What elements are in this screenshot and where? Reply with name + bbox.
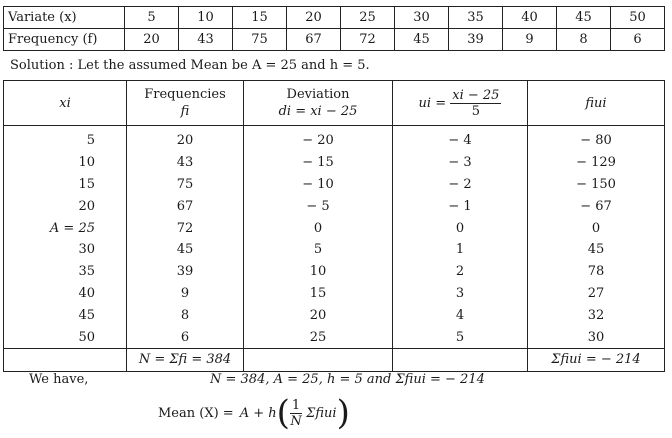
header-fiui [528, 81, 665, 126]
table-row [4, 239, 665, 261]
header-ui [393, 81, 528, 126]
total-empty-cell [244, 348, 393, 371]
cell-x [4, 217, 127, 239]
total-fiui [528, 348, 665, 371]
cell-u: 4 [393, 304, 528, 326]
cell-d: 15 [244, 283, 393, 305]
header-deviation-formula: di = xi − 25 [278, 104, 358, 119]
variate-cell: 30 [395, 7, 449, 29]
variate-row [4, 7, 665, 29]
cell-fu: 32 [528, 304, 665, 326]
table-row [4, 283, 665, 305]
cell-d: − 5 [244, 195, 393, 217]
cell-d: 20 [244, 304, 393, 326]
cell-u: − 2 [393, 174, 528, 196]
cell-u: 0 [393, 217, 528, 239]
frequency-cell: 6 [611, 29, 665, 51]
total-fiui-text: Σfiui = − 214 [551, 352, 641, 368]
variate-cell: 50 [611, 7, 665, 29]
header-deviation [244, 81, 393, 126]
header-frequencies [127, 81, 244, 126]
mean-lhs: Mean (X) = [158, 405, 234, 421]
cell-x-value: 5 [86, 133, 95, 149]
table-row [4, 195, 665, 217]
cell-x-value: 50 [78, 329, 95, 345]
cell-fu: − 67 [528, 195, 665, 217]
cell-u: 5 [393, 326, 528, 348]
variate-cell: 40 [503, 7, 557, 29]
table-row [4, 126, 665, 152]
header-xi [4, 81, 127, 126]
cell-f: 6 [127, 326, 244, 348]
cell-x-value: 35 [78, 264, 95, 280]
frequency-cell: 8 [557, 29, 611, 51]
given-values-text: N = 384, A = 25, h = 5 and Σfiui = − 214 [210, 372, 485, 387]
cell-u: 1 [393, 239, 528, 261]
cell-fu: 0 [528, 217, 665, 239]
calculation-header-row [4, 81, 665, 126]
frequency-row [4, 29, 665, 51]
cell-x-value: 30 [78, 242, 95, 258]
cell-x [4, 304, 127, 326]
mean-formula [158, 393, 350, 433]
cell-fu: 30 [528, 326, 665, 348]
frequency-cell: 43 [179, 29, 233, 51]
header-ui-fraction [450, 88, 501, 119]
cell-fu: 78 [528, 261, 665, 283]
table-row [4, 326, 665, 348]
mean-rhs-suffix: Σfiui [306, 405, 337, 421]
cell-f: 43 [127, 152, 244, 174]
variate-cell: 45 [557, 7, 611, 29]
cell-x-value: A = 25 [49, 220, 95, 236]
frequency-cell: 39 [449, 29, 503, 51]
totals-row [4, 348, 665, 371]
cell-x [4, 174, 127, 196]
total-frequency [127, 348, 244, 371]
header-ui-denominator: 5 [471, 103, 480, 119]
header-fi-symbol: fi [180, 104, 190, 119]
cell-x [4, 126, 127, 152]
cell-fu: 45 [528, 239, 665, 261]
variate-cell: 5 [125, 7, 179, 29]
cell-f: 20 [127, 126, 244, 152]
table-row [4, 217, 665, 239]
frequency-cell: 45 [395, 29, 449, 51]
header-xi-text: xi [59, 95, 71, 111]
variate-row-label: Variate (x) [4, 7, 125, 29]
cell-f: 39 [127, 261, 244, 283]
frequency-row-label: Frequency (f) [4, 29, 125, 51]
total-empty-cell [4, 348, 127, 371]
right-paren: ) [336, 393, 350, 433]
frequency-cell: 67 [287, 29, 341, 51]
variate-cell: 20 [287, 7, 341, 29]
cell-d: 25 [244, 326, 393, 348]
cell-f: 9 [127, 283, 244, 305]
cell-d: 0 [244, 217, 393, 239]
cell-u: 3 [393, 283, 528, 305]
frequency-cell: 75 [233, 29, 287, 51]
cell-x [4, 283, 127, 305]
header-ui-lhs: ui = [418, 95, 447, 111]
cell-x-value: 40 [78, 285, 95, 301]
table-row [4, 152, 665, 174]
header-ui-numerator: xi − 25 [452, 87, 500, 103]
variate-cell: 15 [233, 7, 287, 29]
cell-fu: − 129 [528, 152, 665, 174]
cell-d: − 15 [244, 152, 393, 174]
cell-x [4, 261, 127, 283]
frequency-distribution-table [3, 6, 665, 51]
given-values [210, 372, 485, 387]
cell-f: 8 [127, 304, 244, 326]
frequency-cell: 20 [125, 29, 179, 51]
header-frequencies-label: Frequencies [144, 87, 226, 102]
cell-fu: − 80 [528, 126, 665, 152]
variate-cell: 35 [449, 7, 503, 29]
cell-x [4, 239, 127, 261]
cell-x [4, 195, 127, 217]
mean-rhs-prefix: A + h [239, 405, 277, 421]
cell-fu: − 150 [528, 174, 665, 196]
cell-d: 5 [244, 239, 393, 261]
cell-f: 72 [127, 217, 244, 239]
frequency-cell: 9 [503, 29, 557, 51]
table-row [4, 261, 665, 283]
cell-d: − 20 [244, 126, 393, 152]
cell-u: 2 [393, 261, 528, 283]
header-fiui-text: fiui [585, 95, 607, 111]
we-have-text: We have, [29, 372, 89, 387]
variate-cell: 25 [341, 7, 395, 29]
header-deviation-label: Deviation [286, 87, 350, 102]
cell-x-value: 20 [78, 198, 95, 214]
cell-u: − 1 [393, 195, 528, 217]
frequency-cell: 72 [341, 29, 395, 51]
cell-x-value: 10 [78, 155, 95, 171]
table-row [4, 304, 665, 326]
calculation-table [3, 80, 665, 372]
cell-u: − 4 [393, 126, 528, 152]
variate-cell: 10 [179, 7, 233, 29]
cell-x [4, 152, 127, 174]
cell-d: − 10 [244, 174, 393, 196]
cell-x-value: 15 [78, 176, 95, 192]
cell-f: 67 [127, 195, 244, 217]
cell-x-value: 45 [78, 307, 95, 323]
mean-fraction-numerator: 1 [291, 397, 301, 413]
cell-u: − 3 [393, 152, 528, 174]
solution-statement: Solution : Let the assumed Mean be A = 25 and h = 5. [10, 58, 370, 73]
total-empty-cell [393, 348, 528, 371]
cell-d: 10 [244, 261, 393, 283]
mean-fraction-denominator: N [290, 413, 302, 429]
mean-fraction [290, 398, 302, 429]
cell-f: 75 [127, 174, 244, 196]
cell-fu: 27 [528, 283, 665, 305]
cell-x [4, 326, 127, 348]
cell-f: 45 [127, 239, 244, 261]
total-frequency-text: N = Σfi = 384 [138, 352, 232, 368]
table-row [4, 174, 665, 196]
left-paren: ( [276, 393, 290, 433]
